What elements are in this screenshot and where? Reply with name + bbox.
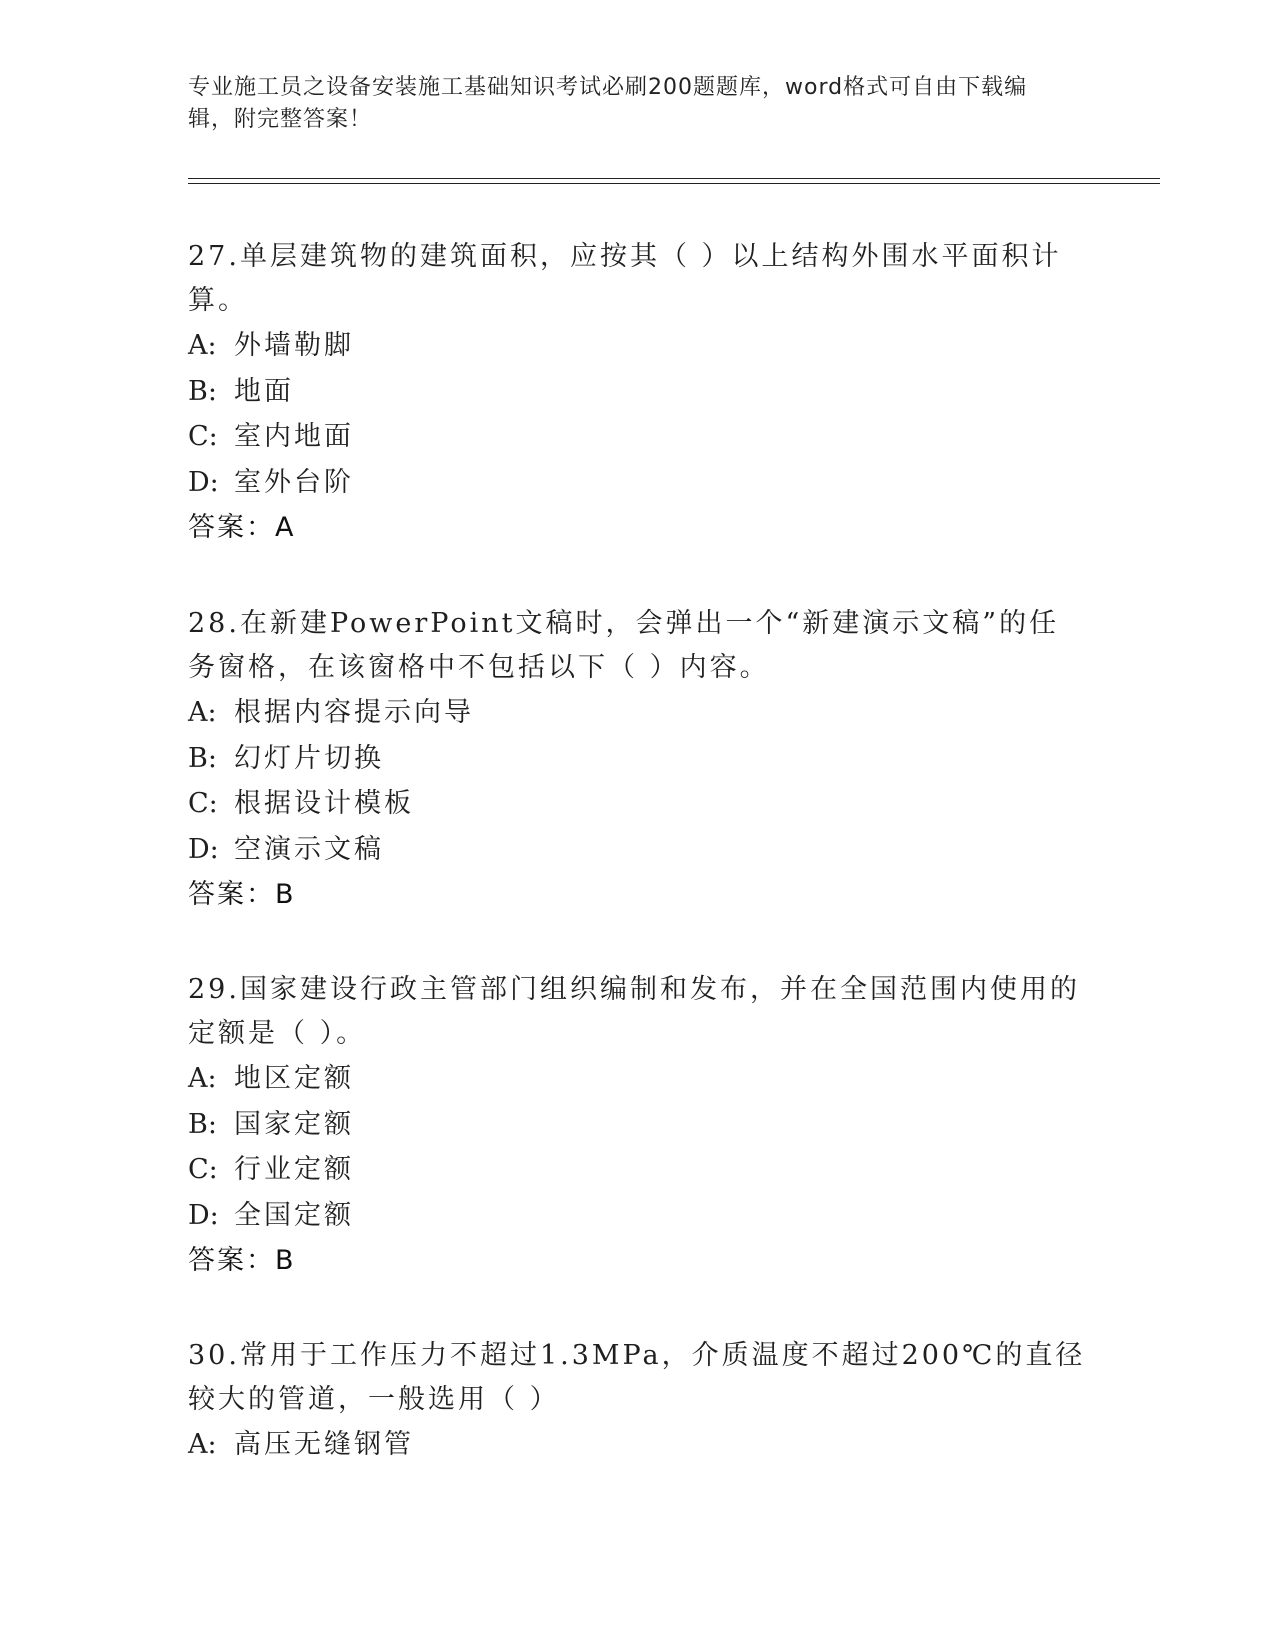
header-divider-top [188,178,1160,179]
option-letter: B: [188,375,217,407]
question-29 [188,968,1088,1284]
option-a [188,323,1088,369]
answer-line: 答案：B [188,1245,296,1276]
option-a [188,1056,1088,1102]
option-c [188,1147,1088,1193]
option-text: 行业定额 [234,1154,354,1185]
option-b [188,1102,1088,1148]
option-letter: D: [188,1199,219,1231]
option-text: 高压无缝钢管 [234,1429,414,1460]
option-letter: C: [188,788,218,819]
question-stem: 27.单层建筑物的建筑面积，应按其（ ）以上结构外围水平面积计算。 [188,241,1062,316]
option-text: 根据内容提示向导 [234,697,474,728]
option-letter: A: [188,1429,217,1460]
question-27 [188,235,1088,551]
option-letter: A: [188,1063,217,1094]
question-30 [188,1334,1088,1468]
answer-line: 答案：A [188,512,296,543]
option-text: 地面 [234,375,294,407]
option-letter: D: [188,466,219,498]
option-d [188,827,1088,873]
option-a [188,1422,1088,1468]
option-a [188,690,1088,736]
option-b [188,369,1088,415]
option-letter: A: [188,330,217,361]
option-text: 室外台阶 [234,466,354,498]
question-28 [188,602,1088,918]
option-text: 外墙勒脚 [234,330,354,361]
document-header [188,72,1068,136]
option-text: 空演示文稿 [234,833,384,865]
option-text: 室内地面 [234,421,354,452]
option-text: 地区定额 [234,1063,354,1094]
option-b [188,736,1088,782]
option-letter: B: [188,742,217,774]
question-stem: 28.在新建PowerPoint文稿时，会弹出一个“新建演示文稿”的任务窗格，在该窗格中不包括以下（ ）内容。 [188,608,1060,683]
question-stem: 30.常用于工作压力不超过1.3MPa，介质温度不超过200℃的直径较大的管道，一般选用（ ） [188,1340,1086,1415]
option-letter: D: [188,833,219,865]
header-title: 专业施工员之设备安装施工基础知识考试必刷200题题库，word格式可自由下载编辑，附完整答案！ [188,75,1028,132]
option-letter: B: [188,1108,217,1140]
header-divider-bottom [188,183,1160,184]
option-c [188,414,1088,460]
option-text: 全国定额 [234,1199,354,1231]
option-text: 幻灯片切换 [234,742,384,774]
option-letter: C: [188,421,218,452]
question-stem: 29.国家建设行政主管部门组织编制和发布，并在全国范围内使用的定额是（ ）。 [188,974,1080,1049]
option-text: 国家定额 [234,1108,354,1140]
option-d [188,1193,1088,1239]
option-letter: C: [188,1154,218,1185]
option-d [188,460,1088,506]
option-text: 根据设计模板 [234,788,414,819]
option-letter: A: [188,697,217,728]
option-c [188,781,1088,827]
answer-line: 答案：B [188,879,296,910]
